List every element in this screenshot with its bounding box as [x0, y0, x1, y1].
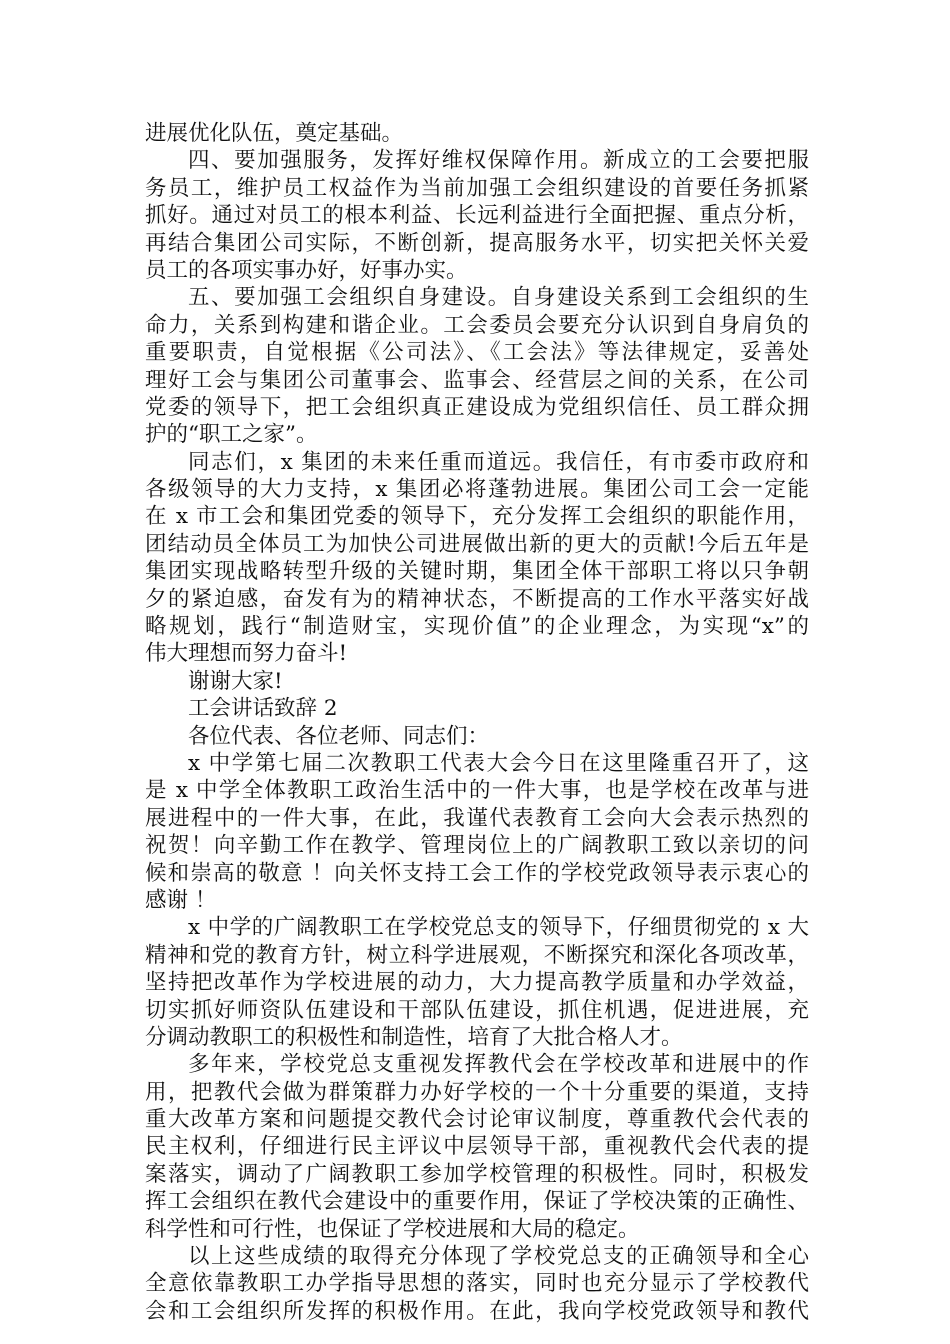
document-page — [145, 120, 809, 1325]
text-line: 在 x 市工会和集团党委的领导下，充分发挥工会组织的职能作用， — [145, 504, 809, 530]
text-line: 精神和党的教育方针，树立科学进展观，不断探究和深化各项改革， — [145, 942, 809, 968]
text-line: 以上这些成绩的取得充分体现了学校党总支的正确领导和全心 — [188, 1244, 809, 1270]
text-line: 会和工会组织所发挥的积极作用。在此，我向学校党政领导和教代 — [145, 1298, 809, 1324]
text-line: 四、要加强服务，发挥好维权保障作用。新成立的工会要把服 — [188, 148, 809, 174]
text-line: 略规划，践行“制造财宝，实现价值”的企业理念，为实现“x”的 — [145, 614, 809, 640]
text-line: 挥工会组织在教代会建设中的重要作用，保证了学校决策的正确性、 — [145, 1189, 809, 1215]
text-line: 展进程中的一件大事，在此，我谨代表教育工会向大会表示热烈的 — [145, 805, 809, 831]
text-line: 案落实，调动了广阔教职工参加学校管理的积极性。同时，积极发 — [145, 1161, 809, 1187]
text-line: 同志们，x 集团的未来任重而道远。我信任，有市委市政府和 — [188, 449, 809, 475]
text-line: x 中学的广阔教职工在学校党总支的领导下，仔细贯彻党的 x 大 — [188, 915, 809, 941]
text-line: 重大改革方案和问题提交教代会讨论审议制度，尊重教代会代表的 — [145, 1107, 809, 1133]
text-line: 工会讲话致辞 2 — [188, 696, 338, 722]
text-line: 分调动教职工的积极性和制造性，培育了大批合格人才。 — [145, 1024, 683, 1050]
text-line: 集团实现战略转型升级的关键时期，集团全体干部职工将以只争朝 — [145, 559, 809, 585]
text-line: 团结动员全体员工为加快公司进展做出新的更大的贡献!今后五年是 — [145, 531, 809, 557]
text-line: 五、要加强工会组织自身建设。自身建设关系到工会组织的生 — [188, 285, 809, 311]
text-line: 科学性和可行性，也保证了学校进展和大局的稳定。 — [145, 1216, 640, 1242]
text-line: 员工的各项实事办好，好事办实。 — [145, 257, 468, 283]
text-line: x 中学第七届二次教职工代表大会今日在这里隆重召开了，这 — [188, 750, 809, 776]
text-line: 切实抓好师资队伍建设和干部队伍建设，抓住机遇，促进进展，充 — [145, 997, 809, 1023]
text-line: 感谢 ！ — [145, 887, 217, 913]
text-line: 用，把教代会做为群策群力办好学校的一个十分重要的渠道，支持 — [145, 1079, 809, 1105]
text-line: 全意依靠教职工办学指导思想的落实，同时也充分显示了学校教代 — [145, 1271, 809, 1297]
text-line: 命力，关系到构建和谐企业。工会委员会要充分认识到自身肩负的 — [145, 312, 809, 338]
text-line: 护的“职工之家”。 — [145, 422, 318, 448]
text-line: 进展优化队伍，奠定基础。 — [145, 121, 404, 146]
text-line: 务员工，维护员工权益作为当前加强工会组织建设的首要任务抓紧 — [145, 175, 809, 201]
text-line: 重要职责，自觉根据《公司法》、《工会法》等法律规定，妥善处 — [145, 340, 809, 366]
text-line: 祝贺！向辛勤工作在教学、管理岗位上的广阔教职工致以亲切的问 — [145, 833, 809, 859]
text-line: 各位代表、各位老师、同志们： — [188, 723, 490, 749]
text-line: 伟大理想而努力奋斗! — [145, 641, 348, 667]
text-line: 抓好。通过对员工的根本利益、长远利益进行全面把握、重点分析， — [145, 203, 809, 229]
text-line: 多年来，学校党总支重视发挥教代会在学校改革和进展中的作 — [188, 1052, 809, 1078]
text-line: 再结合集团公司实际，不断创新，提高服务水平，切实把关怀关爱 — [145, 230, 809, 256]
text-line: 理好工会与集团公司董事会、监事会、经营层之间的关系，在公司 — [145, 367, 809, 393]
text-line: 夕的紧迫感，奋发有为的精神状态，不断提高的工作水平落实好战 — [145, 586, 809, 612]
text-line: 各级领导的大力支持，x 集团必将蓬勃进展。集团公司工会一定能 — [145, 477, 809, 503]
text-line: 坚持把改革作为学校进展的动力，大力提高教学质量和办学效益， — [145, 970, 809, 996]
text-line: 候和崇高的敬意 ！向关怀支持工会工作的学校党政领导表示衷心的 — [145, 860, 809, 886]
text-line: 民主权利，仔细进行民主评议中层领导干部，重视教代会代表的提 — [145, 1134, 809, 1160]
text-line: 党委的领导下，把工会组织真正建设成为党组织信任、员工群众拥 — [145, 394, 809, 420]
text-line: 谢谢大家! — [188, 668, 283, 694]
text-line: 是 x 中学全体教职工政治生活中的一件大事，也是学校在改革与进 — [145, 778, 809, 804]
